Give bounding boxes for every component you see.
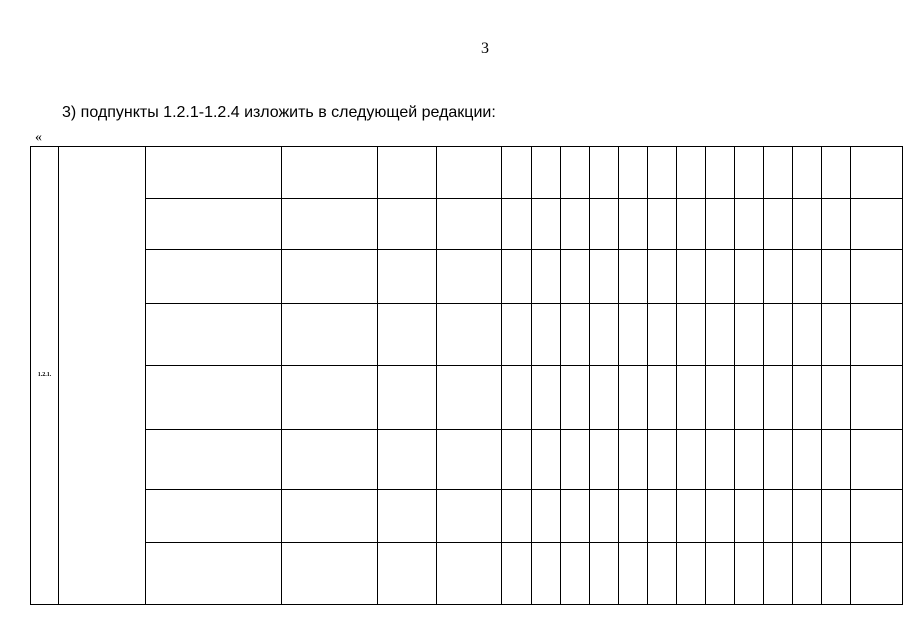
year-value-cell (648, 147, 677, 199)
period-cell (378, 366, 437, 430)
year-value-cell (619, 147, 648, 199)
year-value-cell (648, 250, 677, 304)
period-cell (378, 490, 437, 543)
year-value-cell (793, 430, 822, 490)
year-value-cell (648, 430, 677, 490)
measure-cell (146, 250, 282, 304)
year-value-cell (619, 304, 648, 366)
year-value-cell (590, 199, 619, 250)
year-value-cell (619, 430, 648, 490)
measure-cell (146, 304, 282, 366)
year-value-cell (590, 543, 619, 605)
result-cell (437, 304, 502, 366)
year-value-cell (561, 147, 590, 199)
period-cell (378, 147, 437, 199)
year-value-cell (590, 490, 619, 543)
year-value-cell (735, 304, 764, 366)
year-value-cell (735, 490, 764, 543)
year-value-cell (590, 430, 619, 490)
unit-cell (502, 250, 532, 304)
year-value-cell (706, 430, 735, 490)
year-value-cell (706, 199, 735, 250)
result-cell (437, 543, 502, 605)
opening-quote-mark: « (35, 130, 42, 145)
year-value-cell (561, 250, 590, 304)
table-row (31, 543, 903, 605)
executor-cell (282, 430, 378, 490)
executor-cell (282, 543, 378, 605)
table-row (31, 250, 903, 304)
year-value-cell (648, 366, 677, 430)
year-value-cell (532, 543, 561, 605)
unit-cell (502, 490, 532, 543)
year-value-cell (764, 366, 793, 430)
year-value-cell (677, 490, 706, 543)
year-value-cell (764, 543, 793, 605)
year-value-cell (648, 543, 677, 605)
table-row (31, 430, 903, 490)
year-value-cell (619, 490, 648, 543)
year-value-cell (793, 304, 822, 366)
measure-cell (146, 199, 282, 250)
year-value-cell (532, 304, 561, 366)
total-cell (851, 366, 903, 430)
year-value-cell (648, 199, 677, 250)
year-value-cell (706, 490, 735, 543)
result-cell (437, 366, 502, 430)
year-value-cell (822, 199, 851, 250)
year-value-cell (764, 490, 793, 543)
year-value-cell (677, 304, 706, 366)
year-value-cell (677, 366, 706, 430)
unit-cell (502, 147, 532, 199)
year-value-cell (532, 147, 561, 199)
year-value-cell (764, 199, 793, 250)
year-value-cell (822, 250, 851, 304)
year-value-cell (561, 199, 590, 250)
year-value-cell (735, 250, 764, 304)
measure-cell (146, 147, 282, 199)
year-value-cell (532, 366, 561, 430)
result-cell (437, 199, 502, 250)
year-value-cell (706, 543, 735, 605)
measure-cell (146, 366, 282, 430)
executor-cell (282, 490, 378, 543)
year-value-cell (590, 147, 619, 199)
year-value-cell (793, 543, 822, 605)
year-value-cell (793, 490, 822, 543)
year-value-cell (793, 199, 822, 250)
year-value-cell (561, 430, 590, 490)
year-value-cell (735, 430, 764, 490)
period-cell (378, 199, 437, 250)
table-row (31, 366, 903, 430)
year-value-cell (619, 250, 648, 304)
year-value-cell (735, 543, 764, 605)
year-value-cell (648, 490, 677, 543)
measure-cell (146, 490, 282, 543)
year-value-cell (619, 543, 648, 605)
result-cell (437, 430, 502, 490)
year-value-cell (561, 543, 590, 605)
year-value-cell (561, 490, 590, 543)
total-cell (851, 250, 903, 304)
total-cell (851, 430, 903, 490)
year-value-cell (532, 430, 561, 490)
year-value-cell (561, 366, 590, 430)
year-value-cell (590, 250, 619, 304)
total-cell (851, 490, 903, 543)
period-cell (378, 304, 437, 366)
period-cell (378, 543, 437, 605)
table-row (31, 490, 903, 543)
group-description-cell (59, 147, 146, 605)
year-value-cell (735, 147, 764, 199)
total-cell (851, 543, 903, 605)
executor-cell (282, 366, 378, 430)
result-cell (437, 250, 502, 304)
table-row (31, 147, 903, 199)
page-number: 3 (481, 40, 489, 57)
total-cell (851, 147, 903, 199)
year-value-cell (532, 199, 561, 250)
section-heading: 3) подпункты 1.2.1-1.2.4 изложить в следующей редакции: (62, 104, 496, 121)
year-value-cell (677, 430, 706, 490)
unit-cell (502, 199, 532, 250)
year-value-cell (677, 147, 706, 199)
year-value-cell (706, 147, 735, 199)
measure-cell (146, 430, 282, 490)
unit-cell (502, 430, 532, 490)
unit-cell (502, 543, 532, 605)
executor-cell (282, 147, 378, 199)
year-value-cell (764, 430, 793, 490)
year-value-cell (764, 147, 793, 199)
year-value-cell (735, 199, 764, 250)
year-value-cell (590, 304, 619, 366)
year-value-cell (706, 250, 735, 304)
year-value-cell (822, 430, 851, 490)
measure-cell (146, 543, 282, 605)
year-value-cell (735, 366, 764, 430)
year-value-cell (677, 543, 706, 605)
total-cell (851, 199, 903, 250)
year-value-cell (619, 366, 648, 430)
group-index-cell: 1.2.1. (31, 147, 59, 605)
total-cell (851, 304, 903, 366)
year-value-cell (677, 250, 706, 304)
year-value-cell (532, 490, 561, 543)
year-value-cell (619, 199, 648, 250)
year-value-cell (822, 490, 851, 543)
period-cell (378, 250, 437, 304)
measures-table (30, 146, 903, 605)
table-row (31, 199, 903, 250)
year-value-cell (590, 366, 619, 430)
executor-cell (282, 304, 378, 366)
period-cell (378, 430, 437, 490)
unit-cell (502, 366, 532, 430)
year-value-cell (764, 250, 793, 304)
executor-cell (282, 199, 378, 250)
year-value-cell (677, 199, 706, 250)
year-value-cell (822, 543, 851, 605)
result-cell (437, 490, 502, 543)
year-value-cell (532, 250, 561, 304)
year-value-cell (793, 147, 822, 199)
year-value-cell (822, 366, 851, 430)
year-value-cell (822, 304, 851, 366)
year-value-cell (764, 304, 793, 366)
unit-cell (502, 304, 532, 366)
result-cell (437, 147, 502, 199)
year-value-cell (561, 304, 590, 366)
year-value-cell (706, 366, 735, 430)
year-value-cell (793, 366, 822, 430)
executor-cell (282, 250, 378, 304)
year-value-cell (648, 304, 677, 366)
year-value-cell (706, 304, 735, 366)
year-value-cell (793, 250, 822, 304)
year-value-cell (822, 147, 851, 199)
table-row (31, 304, 903, 366)
